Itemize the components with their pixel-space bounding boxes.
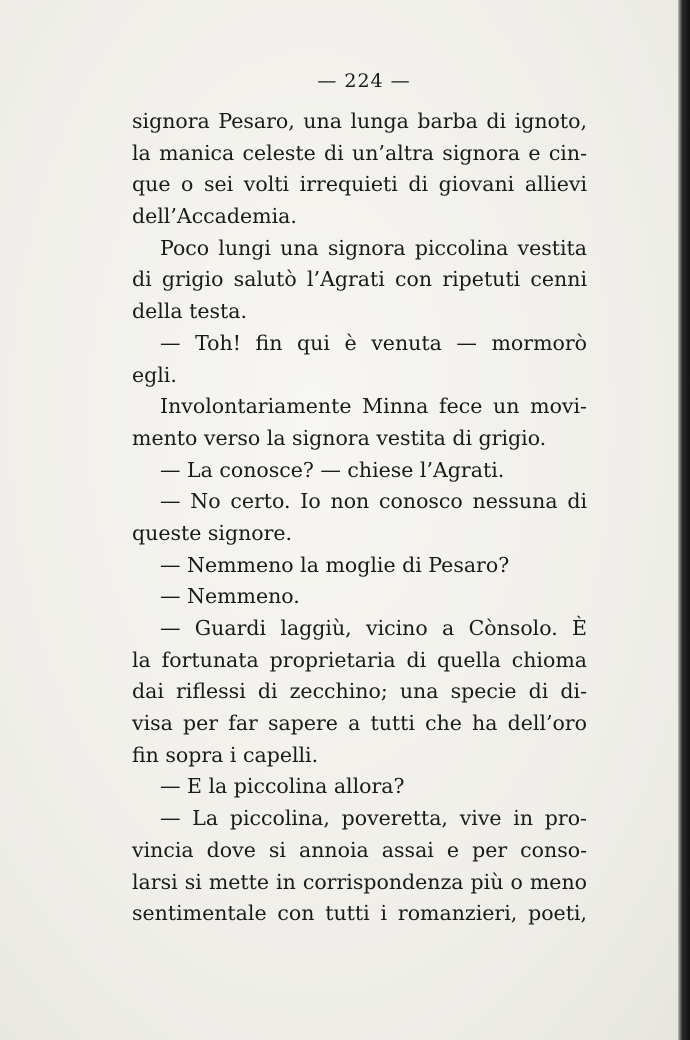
- text-line: mento verso la signora vestita di grigio.: [132, 425, 547, 450]
- text-line: larsi si mette in corrispondenza più o meno: [132, 869, 587, 894]
- text-line: vincia dove si annoia assai e per conso-: [132, 837, 587, 862]
- text-line: dai riflessi di zecchino; una specie di di-: [132, 679, 587, 704]
- text-line: sentimentale con tutti i romanzieri, poeti,: [132, 901, 587, 926]
- text-line: — E la piccolina allora?: [160, 774, 405, 799]
- page-number: — 224 —: [317, 70, 411, 92]
- text-line: egli.: [132, 362, 177, 387]
- text-line: — Nemmeno la moglie di Pesaro?: [160, 552, 510, 577]
- text-line: queste signore.: [132, 520, 293, 545]
- text-line: — No certo. Io non conosco nessuna di: [160, 489, 587, 514]
- text-line: Involontariamente Minna fece un movi-: [160, 394, 587, 419]
- body-text: [132, 106, 587, 930]
- text-line: que o sei volti irrequieti di giovani allievi: [132, 172, 587, 197]
- text-line: — Toh! fin qui è venuta — mormorò: [160, 330, 587, 355]
- page-edge: [678, 0, 690, 1040]
- text-line: dell’Accademia.: [132, 204, 297, 229]
- text-line: la manica celeste di un’altra signora e cin-: [132, 140, 587, 165]
- text-line: — Nemmeno.: [160, 584, 300, 609]
- text-line: — Guardi laggiù, vicino a Cònsolo. È: [160, 616, 587, 640]
- text-line: signora Pesaro, una lunga barba di ignoto,: [132, 109, 587, 133]
- text-line: Poco lungi una signora piccolina vestita: [160, 235, 587, 260]
- text-line: visa per far sapere a tutti che ha dell’oro: [132, 711, 587, 736]
- text-line: — La piccolina, poveretta, vive in pro-: [160, 806, 587, 831]
- text-line: fin sopra i capelli.: [132, 742, 319, 767]
- text-line: — La conosce? — chiese l’Agrati.: [160, 457, 505, 482]
- text-line: della testa.: [132, 299, 247, 324]
- text-line: la fortunata proprietaria di quella chioma: [132, 647, 587, 672]
- text-line: di grigio salutò l’Agrati con ripetuti cenni: [132, 267, 587, 292]
